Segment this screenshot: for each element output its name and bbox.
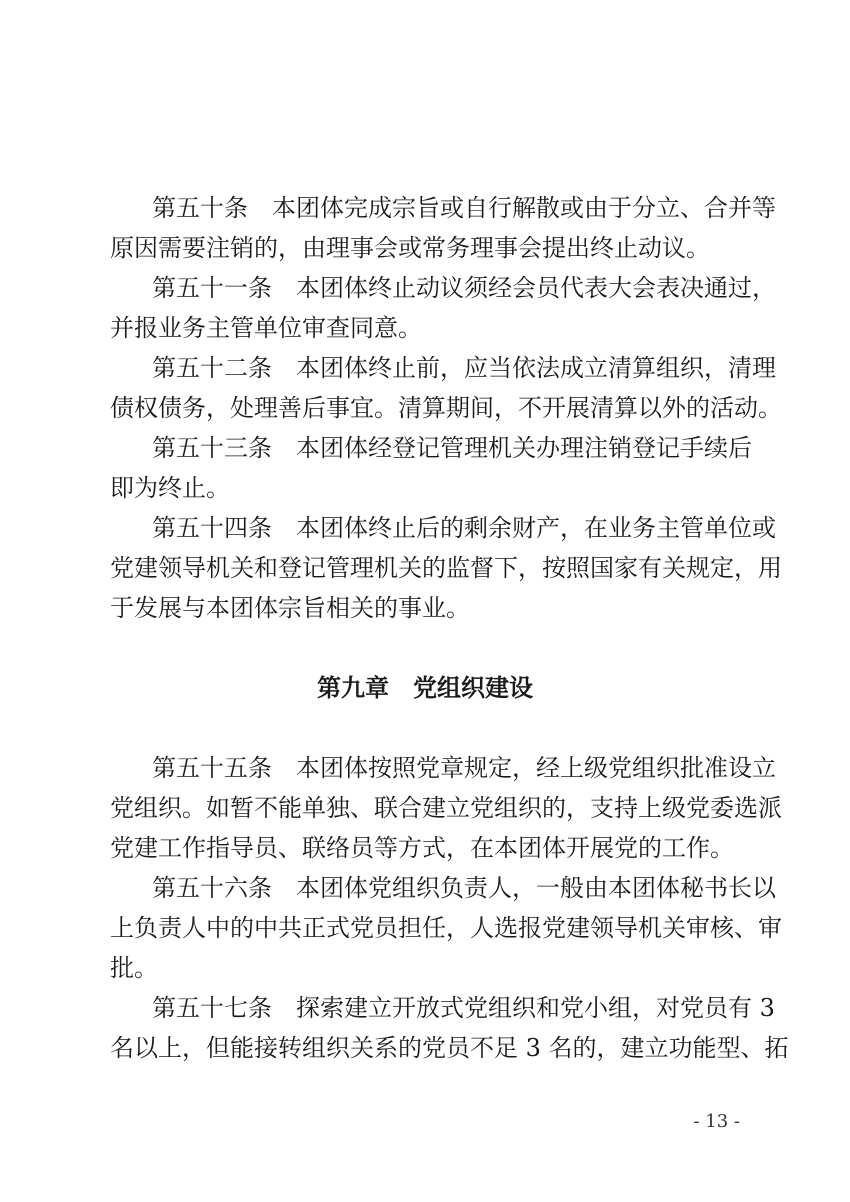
article-54-line-1: 第五十四条 本团体终止后的剩余财产，在业务主管单位或 xyxy=(152,514,776,542)
article-50-line-1: 第五十条 本团体完成宗旨或自行解散或由于分立、合并等 xyxy=(152,194,776,222)
article-52-line-2: 债权债务，处理善后事宜。清算期间，不开展清算以外的活动。 xyxy=(110,394,782,422)
article-55-line-1: 第五十五条 本团体按照党章规定，经上级党组织批准设立 xyxy=(152,754,776,782)
article-50-line-2: 原因需要注销的，由理事会或常务理事会提出终止动议。 xyxy=(110,234,710,262)
chapter-heading: 第九章 党组织建设 xyxy=(317,674,533,702)
article-53-line-2: 即为终止。 xyxy=(110,474,230,502)
article-54-line-2: 党建领导机关和登记管理机关的监督下，按照国家有关规定，用 xyxy=(110,554,782,582)
article-57-line-2: 名以上，但能接转组织关系的党员不足 3 名的，建立功能型、拓 xyxy=(110,1034,789,1062)
article-54-line-3: 于发展与本团体宗旨相关的事业。 xyxy=(110,594,470,622)
article-56-line-2: 上负责人中的中共正式党员担任，人选报党建领导机关审核、审 xyxy=(110,914,782,942)
page-number: - 13 - xyxy=(693,1111,740,1132)
article-55-line-2: 党组织。如暂不能单独、联合建立党组织的，支持上级党委选派 xyxy=(110,794,782,822)
article-57-line-1: 第五十七条 探索建立开放式党组织和党小组，对党员有 3 xyxy=(152,994,775,1022)
article-52-line-1: 第五十二条 本团体终止前，应当依法成立清算组织，清理 xyxy=(152,354,776,382)
article-53-line-1: 第五十三条 本团体经登记管理机关办理注销登记手续后 xyxy=(152,434,752,462)
article-51-line-1: 第五十一条 本团体终止动议须经会员代表大会表决通过， xyxy=(152,274,776,302)
article-56-line-3: 批。 xyxy=(110,954,158,982)
article-51-line-2: 并报业务主管单位审查同意。 xyxy=(110,314,422,342)
article-56-line-1: 第五十六条 本团体党组织负责人，一般由本团体秘书长以 xyxy=(152,874,776,902)
article-55-line-3: 党建工作指导员、联络员等方式，在本团体开展党的工作。 xyxy=(110,834,734,862)
